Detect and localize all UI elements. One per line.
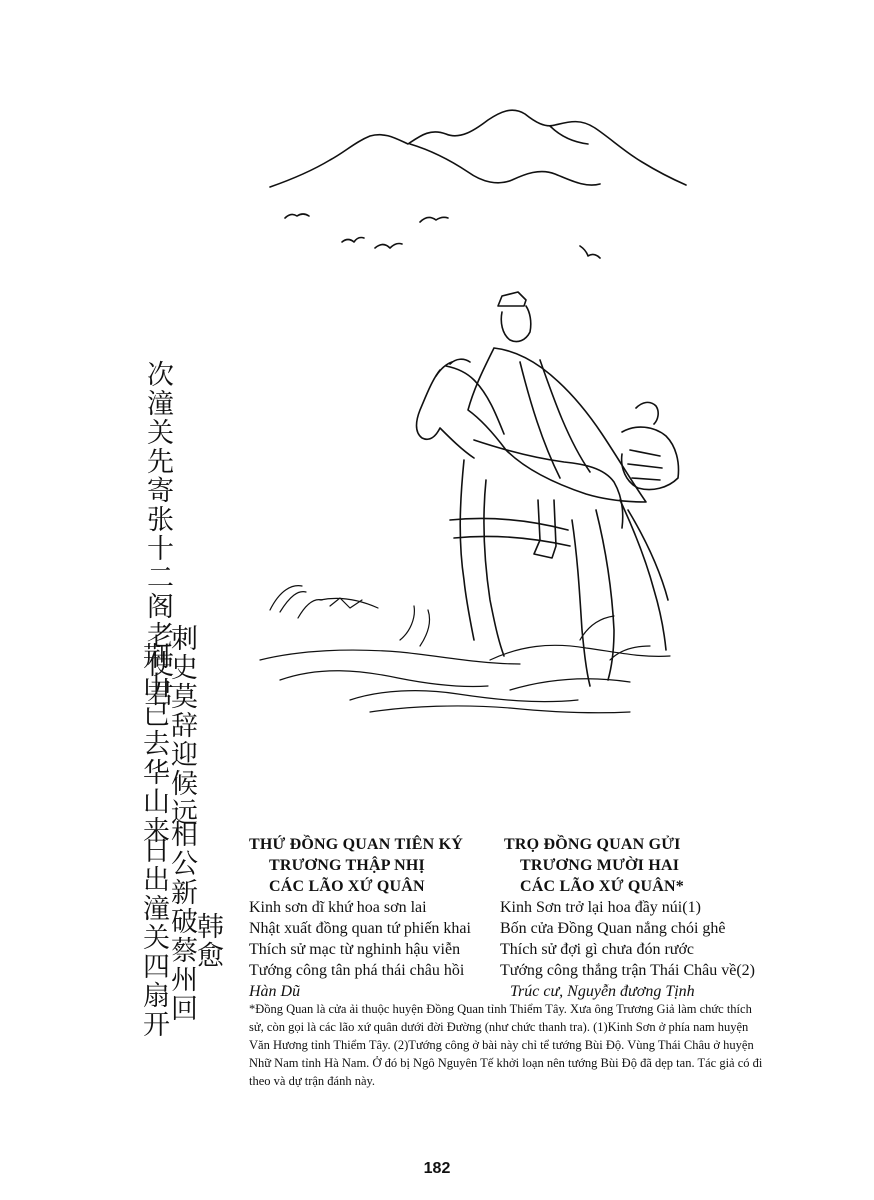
second-rider [622, 402, 679, 489]
chinese-poem-line: 荆山已去华山来 [138, 642, 169, 845]
translation-title-line: TRƯƠNG MƯỜI HAI [520, 857, 680, 874]
sino-verse: Thích sử mạc từ nghinh hậu viễn [249, 941, 461, 958]
horse-and-rider [417, 292, 669, 686]
sino-title-line: TRƯƠNG THẬP NHỊ [269, 857, 425, 874]
sino-verse: Tướng công tân phá thái châu hồi [249, 962, 465, 979]
translation-title-line: CÁC LÃO XỨ QUÂN* [520, 878, 684, 895]
chinese-poem-author: 韩愈 [192, 912, 223, 970]
grass-field [260, 586, 670, 713]
translation-verse: Thích sử đợi gì chưa đón rước [500, 941, 695, 958]
mountain-range [270, 110, 686, 187]
page-number: 182 [423, 1160, 451, 1177]
footnote: *Đồng Quan là cửa ải thuộc huyện Đồng Quan tỉnh Thiểm Tây. Xưa ông Trương Giả làm chức thích sử, còn gọi là các lão xứ quân dưới đời Đường (như chức thanh tra). (1)Kinh Sơn ở phía nam huyện Văn Hương tỉnh Thiểm Tây. (2)Tướng công ở bài này chỉ tể tướng Bùi Độ. Vùng Thái Châu ở huyện Nhữ Nam tỉnh Hà Nam. Ở đó bị Ngô Nguyên Tế khởi loạn nên tướng Bùi Độ đã dẹp tan. Tác giả có đi theo và dự trận đánh này. [249, 1002, 763, 1088]
sino-verse: Nhật xuất đồng quan tứ phiến khai [249, 920, 471, 937]
translation-verse: Kinh Sơn trở lại hoa đầy núi(1) [500, 899, 701, 916]
chinese-poem-line: 刺史莫辞迎候远 [166, 624, 197, 827]
ink-illustration [250, 100, 690, 720]
translation-verse: Bốn cửa Đồng Quan nắng chói ghê [500, 920, 726, 937]
chinese-poem-line: 日出潼关四扇开 [138, 836, 169, 1039]
sino-title-line: THỨ ĐỒNG QUAN TIÊN KÝ [249, 836, 463, 853]
chinese-poem-line: 相公新破蔡州回 [166, 820, 197, 1023]
translator: Trúc cư, Nguyễn đương Tịnh [510, 983, 695, 1000]
sino-verse: Kinh sơn dĩ khứ hoa sơn lai [249, 899, 427, 916]
sino-title-line: CÁC LÃO XỨ QUÂN [269, 878, 425, 895]
sino-author: Hàn Dũ [249, 983, 301, 1000]
chinese-poem-title: 次潼关先寄张十二阁老使君 [142, 360, 173, 708]
translation-verse: Tướng công thắng trận Thái Châu về(2) [500, 962, 755, 979]
vietnamese-translation [500, 834, 770, 1002]
sino-vietnamese-poem [249, 834, 499, 1002]
flying-birds [285, 214, 600, 258]
translation-title-line: TRỌ ĐỒNG QUAN GỬI [504, 836, 681, 853]
